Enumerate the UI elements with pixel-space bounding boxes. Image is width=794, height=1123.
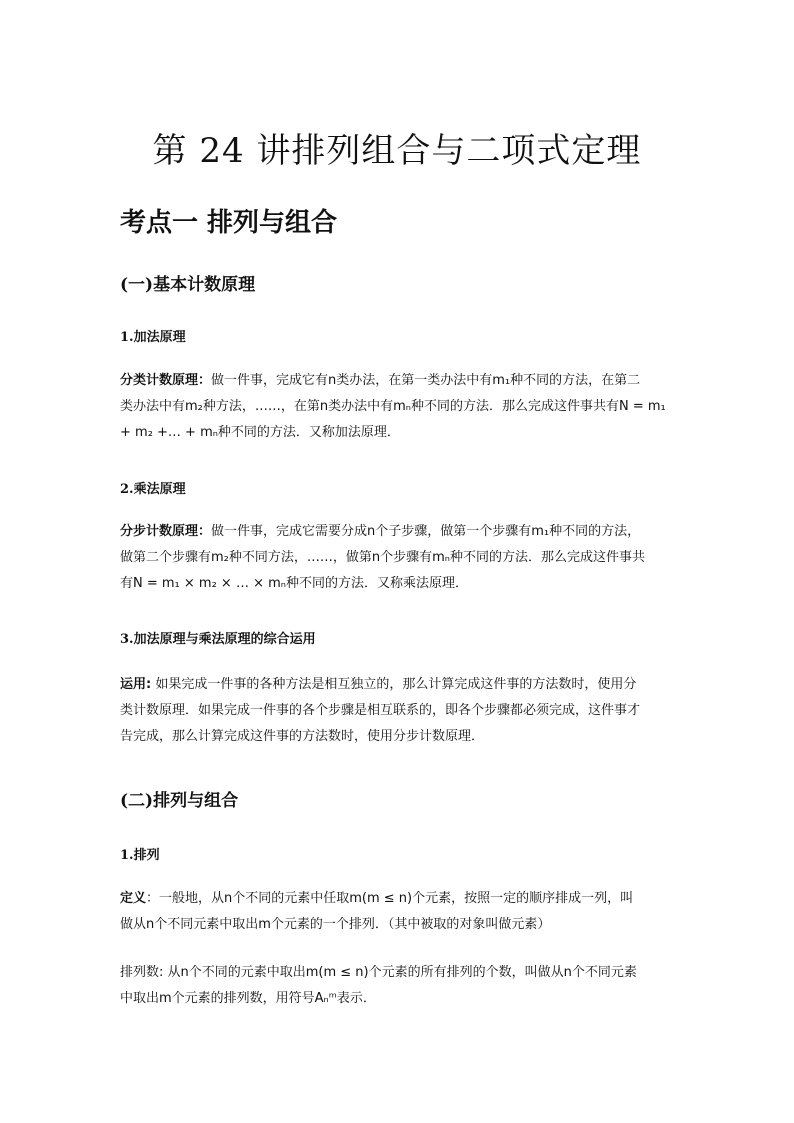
paragraph-text: 如果完成一件事的各种方法是相互独立的，那么计算完成这件事的方法数时，使用分 bbox=[151, 677, 637, 692]
subsection-heading-permutation-combination: (二)排列与组合 bbox=[120, 791, 239, 811]
heading-permutation: 1.排列 bbox=[120, 848, 160, 863]
paragraph-text: 做一件事，完成它有n类办法，在第一类办法中有m₁种不同的方法，在第二 bbox=[211, 373, 641, 388]
subsection-heading-basic-counting: (一)基本计数原理 bbox=[120, 275, 256, 295]
paragraph-text: + m₂ +… + mₙ种不同的方法．又称加法原理． bbox=[120, 425, 400, 440]
paragraph-text: 中取出m个元素的排列数，用符号Aₙᵐ表示． bbox=[120, 991, 376, 1006]
paragraph-addition-principle bbox=[120, 368, 676, 446]
paragraph-multiplication-principle bbox=[120, 519, 676, 597]
paragraph-text: 做第二个步骤有m₂种不同方法，……，做第n个步骤有mₙ种不同的方法．那么完成这件事共 bbox=[120, 550, 645, 565]
heading-multiplication-principle: 2.乘法原理 bbox=[120, 482, 186, 497]
paragraph-text: 告完成，那么计算完成这件事的方法数时，使用分步计数原理． bbox=[120, 729, 485, 744]
paragraph-text: ：一般地，从n个不同的元素中任取m(m ≤ n)个元素，按照一定的顺序排成一列，叫 bbox=[146, 891, 634, 906]
paragraph-combined-application bbox=[120, 672, 676, 750]
heading-addition-principle: 1.加法原理 bbox=[120, 330, 186, 345]
paragraph-text: 做从n个不同元素中取出m个元素的一个排列．（其中被取的对象叫做元素） bbox=[120, 917, 551, 932]
term-label: 定义 bbox=[120, 891, 147, 906]
paragraph-text: 做一件事，完成它需要分成n个子步骤，做第一个步骤有m₁种不同的方法， bbox=[211, 524, 641, 539]
term-label: 分步计数原理： bbox=[120, 524, 212, 539]
section-heading: 考点一 排列与组合 bbox=[120, 208, 338, 238]
term-label: 分类计数原理： bbox=[120, 373, 212, 388]
paragraph-text: 类办法中有m₂种方法，……，在第n类办法中有mₙ种不同的方法．那么完成这件事共有N = m₁ bbox=[120, 399, 666, 414]
term-label: 运用: bbox=[120, 677, 152, 692]
paragraph-text: 有N = m₁ × m₂ × … × mₙ种不同的方法．又称乘法原理． bbox=[120, 576, 468, 591]
paragraph-text: 排列数: 从n个不同的元素中取出m(m ≤ n)个元素的所有排列的个数，叫做从n个不同元素 bbox=[120, 965, 637, 980]
paragraph-permutation-definition bbox=[120, 886, 676, 938]
heading-combined-application: 3.加法原理与乘法原理的综合运用 bbox=[120, 632, 316, 647]
paragraph-permutation-number bbox=[120, 960, 676, 1012]
page-title: 第 24 讲排列组合与二项式定理 bbox=[152, 131, 642, 171]
paragraph-text: 类计数原理．如果完成一件事的各个步骤是相互联系的，即各个步骤都必须完成，这件事才 bbox=[120, 703, 641, 718]
